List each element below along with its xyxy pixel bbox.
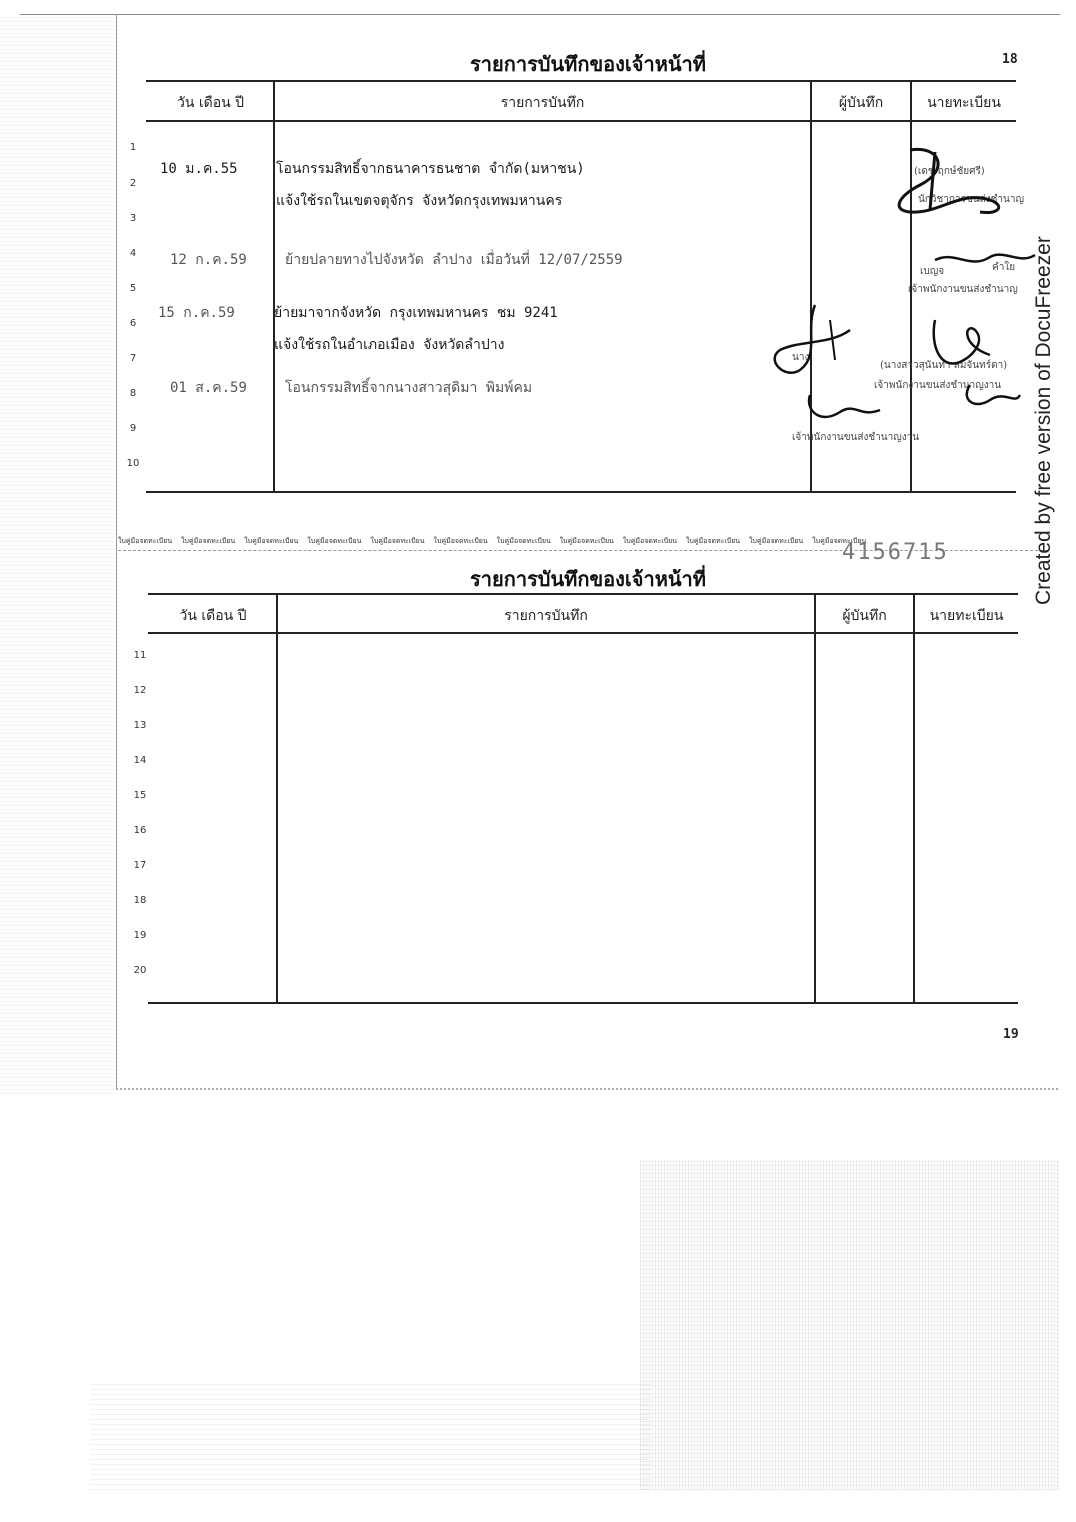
row-number: 2: [129, 178, 137, 189]
bottom-table-top-rule: [148, 593, 1018, 595]
scan-noise-left: [0, 14, 115, 1094]
registrar-signature-2: [930, 245, 1040, 275]
top-header-date: วัน เดือน ปี: [176, 95, 245, 111]
top-table-top-rule: [146, 80, 1016, 82]
officer-name-stamp: (นางสาวสุนันทา สมจันทร์ดา): [880, 360, 1008, 371]
row-number: 16: [133, 825, 147, 836]
top-header-recorder: ผู้บันทึก: [838, 95, 884, 111]
row-number: 13: [133, 720, 147, 731]
row-number: 1: [129, 142, 137, 153]
docufreezer-watermark: Created by free version of DocuFreezer: [1032, 236, 1055, 605]
officer-name-stamp: คำใย: [992, 262, 1016, 273]
perforation-strip: ใบคู่มือจดทะเบียน ใบคู่มือจดทะเบียน ใบคู่มือจดทะเบียน ใบคู่มือจดทะเบียน ใบคู่มือจดทะเบียน ใบคู่มือจดทะเบียน ใบคู่มือจดทะเบียน ใบคู่มือจดทะเบียน ใบคู่มือจดทะเบียน ใบคู่มือจดทะเบียน ใบคู่มือจดทะเบียน ใบคู่มือจดทะเบียน: [118, 536, 1048, 551]
entry-line: แจ้งใช้รถในเขตจตุจักร จังหวัดกรุงเทพมหานคร: [276, 193, 563, 209]
scan-noise-bottom-left: [90, 1380, 650, 1490]
entry-line: ย้ายปลายทางไปจังหวัด ลำปาง เมื่อวันที่ 12/07/2559: [285, 252, 623, 268]
bottom-header-record: รายการบันทึก: [504, 608, 588, 624]
officer-name-stamp: นาง: [792, 352, 810, 363]
officer-name-stamp: เบญจ: [920, 266, 945, 277]
row-number: 11: [133, 650, 147, 661]
bottom-header-date: วัน เดือน ปี: [179, 608, 247, 624]
entry-date: 01 ส.ค.59: [170, 380, 247, 396]
top-section-title: รายการบันทึกของเจ้าหน้าที่: [470, 52, 706, 76]
row-number: 15: [133, 790, 147, 801]
bottom-table-header-rule: [148, 632, 1018, 634]
top-table-col-divider-1: [273, 80, 275, 492]
row-number: 8: [129, 388, 137, 399]
row-number: 4: [129, 248, 137, 259]
page-number-top: 18: [1002, 52, 1018, 67]
page-edge-top: [20, 14, 1060, 15]
entry-line: โอนกรรมสิทธิ์จากนางสาวสุดิมา พิมพ์คม: [285, 380, 533, 396]
row-number: 9: [129, 423, 137, 434]
entry-line: แจ้งใช้รถในอำเภอเมือง จังหวัดลำปาง: [274, 337, 505, 353]
top-table-bottom-rule: [146, 491, 1016, 493]
row-number: 6: [129, 318, 137, 329]
row-number: 19: [133, 930, 147, 941]
bottom-table-col-divider-1: [276, 593, 278, 1003]
recorder-signatures: [760, 300, 1040, 450]
row-number: 18: [133, 895, 147, 906]
bottom-table-col-divider-2: [814, 593, 816, 1003]
bottom-header-recorder: ผู้บันทึก: [842, 608, 887, 624]
entry-date: 10 ม.ค.55: [160, 161, 238, 177]
registrar-signature-1: [880, 140, 1030, 220]
row-number: 12: [133, 685, 147, 696]
entry-line: โอนกรรมสิทธิ์จากธนาคารธนชาต จำกัด(มหาชน): [276, 161, 585, 177]
bottom-header-registrar: นายทะเบียน: [929, 608, 1004, 624]
serial-number-ghost: 4156715: [842, 540, 949, 565]
row-number: 10: [126, 458, 140, 469]
entry-date: 12 ก.ค.59: [170, 252, 247, 268]
row-number: 14: [133, 755, 147, 766]
page-number-bottom: 19: [1003, 1027, 1019, 1042]
officer-title-stamp: เจ้าพนักงานขนส่งชำนาญ: [908, 284, 1018, 295]
officer-title-stamp: นักวิชาการขนส่งชำนาญ: [918, 194, 1024, 205]
row-number: 5: [129, 283, 137, 294]
top-table-header-rule: [146, 120, 1016, 122]
bottom-table-col-divider-3: [913, 593, 915, 1003]
officer-name-stamp: (เดช ฤกษ์ชัยศรี): [914, 166, 985, 177]
bottom-section-title: รายการบันทึกของเจ้าหน้าที่: [470, 567, 706, 591]
row-number: 17: [133, 860, 147, 871]
scan-noise-bottom: [640, 1160, 1060, 1490]
entry-line: ย้ายมาจากจังหวัด กรุงเทพมหานคร ชม 9241: [274, 305, 558, 321]
row-number: 7: [129, 353, 137, 364]
entry-date: 15 ก.ค.59: [158, 305, 235, 321]
top-header-record: รายการบันทึก: [500, 95, 585, 111]
bottom-table-bottom-rule: [148, 1002, 1018, 1004]
page-edge-bottom: [116, 1088, 1060, 1090]
officer-title-stamp: เจ้าพนักงานขนส่งชำนาญงาน: [792, 432, 920, 443]
row-number: 3: [129, 213, 137, 224]
row-number: 20: [133, 965, 147, 976]
page-edge-left: [116, 14, 117, 1089]
officer-title-stamp: เจ้าพนักงานขนส่งชำนาญงาน: [874, 380, 1002, 391]
top-header-registrar: นายทะเบียน: [927, 95, 1001, 111]
